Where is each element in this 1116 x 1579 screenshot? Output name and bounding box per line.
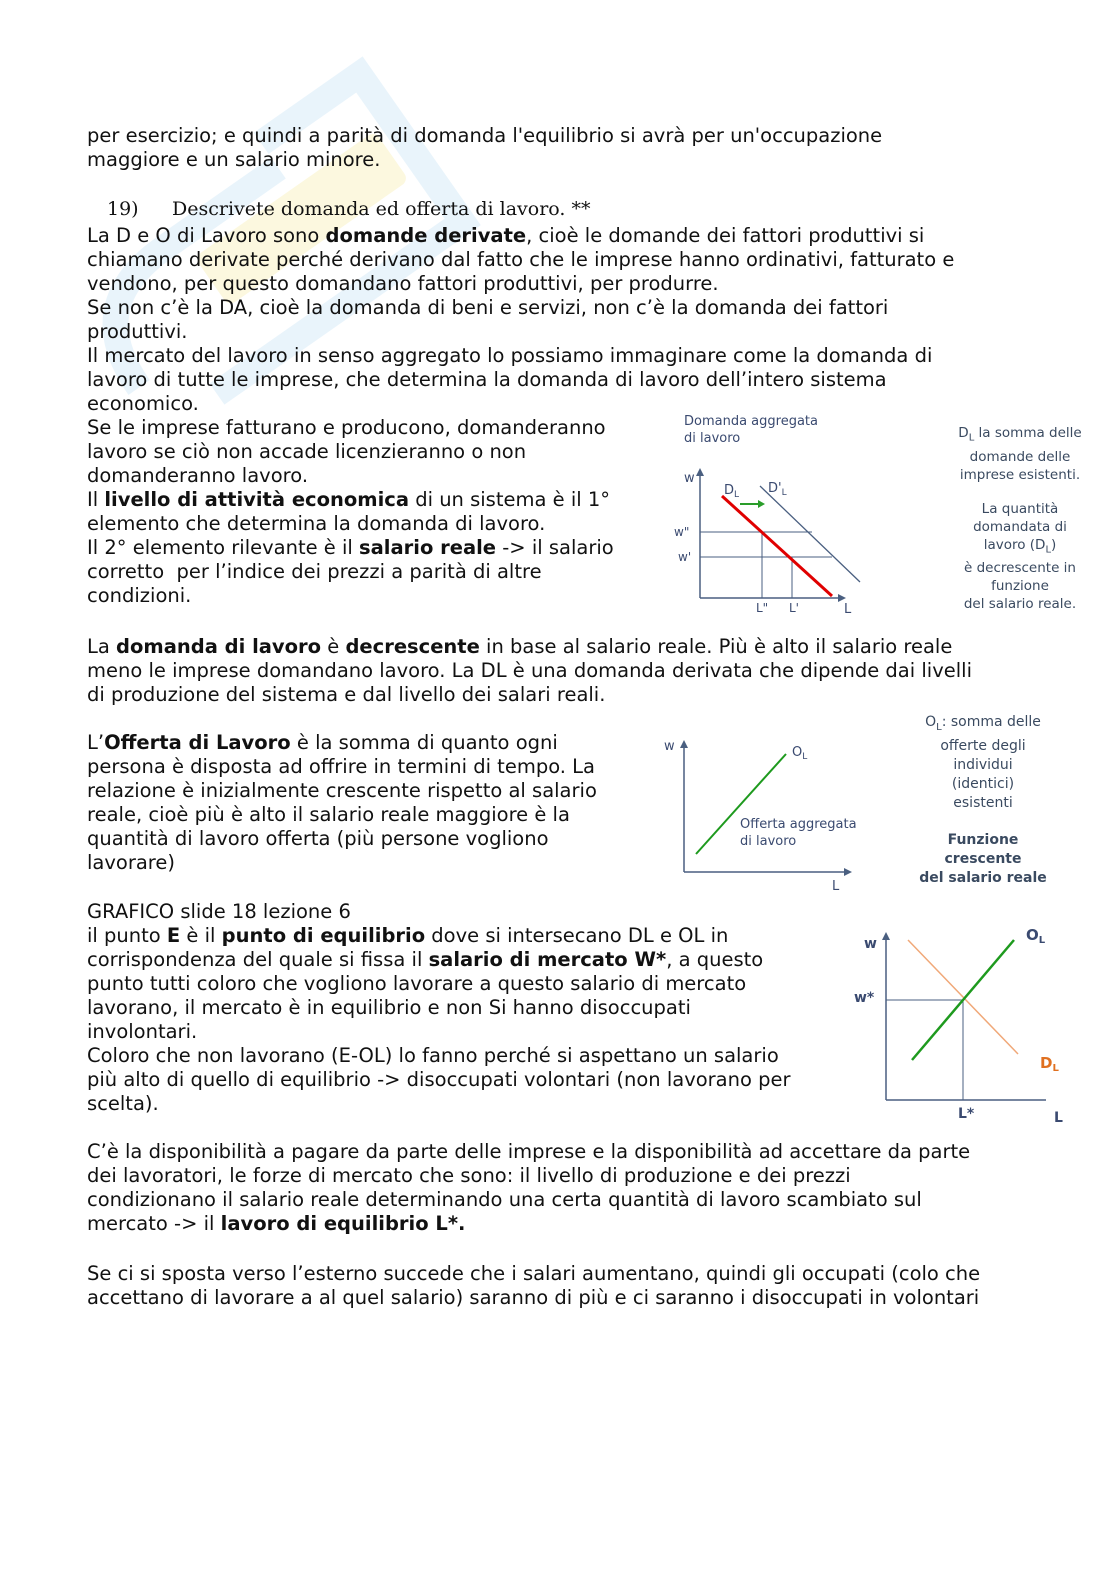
axis-label-x: L: [832, 879, 840, 894]
shift-arrow-head-icon: [758, 500, 765, 508]
curve-label-ol: $O_L$: [1026, 926, 1046, 946]
paragraph-line: vendono, per questo domandano fattori produttivi, per produrre.: [87, 272, 719, 295]
paragraph-line: reale, cioè più è alto il salario reale maggiore è la: [87, 803, 570, 826]
paragraph-line: chiamano derivate perché derivano dal fatto che le imprese hanno ordinativi, fatturato e: [87, 248, 955, 271]
intro-line: per esercizio; e quindi a parità di domanda l'equilibrio si avrà per un'occupazione: [87, 124, 883, 147]
note-line: domande delle: [969, 448, 1071, 465]
curve-label-dl-shifted: $D'_L$: [768, 481, 787, 498]
figure-labour-demand: [672, 406, 872, 618]
curve-label-ol: $O_L$: [792, 745, 808, 762]
y-axis-arrow-icon: [882, 932, 890, 940]
paragraph-line: produttivi.: [87, 320, 188, 343]
axis-label-y: w: [864, 936, 877, 952]
paragraph-line: accettano di lavorare a al quel salario) saranno di più e ci saranno i disoccupati in volontari: [87, 1286, 980, 1309]
paragraph-line: domanderanno lavoro.: [87, 464, 309, 487]
paragraph-line: La domanda di lavoro è decrescente in base al salario reale. Più è alto il salario reale: [87, 635, 953, 658]
paragraph-line: relazione è inizialmente crescente rispetto al salario: [87, 779, 597, 802]
note-line: $D_L$ la somma delle: [958, 425, 1082, 444]
note-line: del salario reale: [919, 869, 1047, 886]
tick-label-l2: L": [756, 601, 769, 615]
intro-line: maggiore e un salario minore.: [87, 148, 381, 171]
paragraph-line: punto tutti coloro che vogliono lavorare a questo salario di mercato: [87, 972, 747, 995]
tick-label-w2: w": [674, 525, 690, 539]
paragraph-line: lavorare): [87, 851, 175, 874]
paragraph-line: Il 2° elemento rilevante è il salario reale -> il salario: [87, 536, 614, 559]
paragraph-line: corretto per l’indice dei prezzi a parità di altre: [87, 560, 542, 583]
figure-title: Domanda aggregata: [684, 414, 818, 429]
axis-label-x: L: [844, 602, 852, 617]
note-line: $O_L$: somma delle: [925, 714, 1041, 733]
figure-labour-equilibrium: [850, 918, 1080, 1128]
tick-label-wstar: w*: [854, 990, 875, 1006]
question-title: Descrivete domanda ed offerta di lavoro. **: [172, 198, 591, 220]
note-line: imprese esistenti.: [959, 466, 1081, 483]
axis-label-y: w: [664, 739, 675, 754]
paragraph-line: La D e O di Lavoro sono domande derivate, cioè le domande dei fattori produttivi si: [87, 224, 925, 247]
paragraph-line: Se ci si sposta verso l’esterno succede che i salari aumentano, quindi gli occupati (colo che: [87, 1262, 981, 1285]
paragraph-line: Se le imprese fatturano e producono, domanderanno: [87, 416, 606, 439]
note-line: del salario reale.: [963, 596, 1077, 613]
tick-label-w1: w': [678, 550, 692, 564]
curve-label-dl: $D_L$: [1040, 1054, 1059, 1074]
paragraph-line: elemento che determina la domanda di lavoro.: [87, 512, 546, 535]
side-note-supply: [905, 713, 1061, 888]
paragraph-line: di produzione del sistema e dal livello dei salari reali.: [87, 683, 606, 706]
question-number: 19): [107, 198, 139, 220]
figure-labour-supply: [660, 730, 900, 896]
paragraph-line: lavoro di tutte le imprese, che determina la domanda di lavoro dell’intero sistema: [87, 368, 887, 391]
curve-label-dl: $D_L$: [724, 483, 740, 500]
y-axis-arrow-icon: [696, 468, 704, 476]
paragraph-line: persona è disposta ad offrire in termini di tempo. La: [87, 755, 595, 778]
note-line: offerte degli: [940, 737, 1026, 754]
paragraph-line: Coloro che non lavorano (E-OL) lo fanno perché si aspettano un salario: [87, 1044, 779, 1067]
paragraph-line: GRAFICO slide 18 lezione 6: [87, 900, 351, 923]
paragraph-line: economico.: [87, 392, 199, 415]
paragraph-line: lavoro se ciò non accade licenzieranno o non: [87, 440, 527, 463]
note-line: individui: [953, 756, 1013, 773]
side-note-demand: [940, 424, 1100, 613]
figure-title: di lavoro: [684, 431, 741, 446]
paragraph-line: lavorano, il mercato è in equilibrio e non Si hanno disoccupati: [87, 996, 691, 1019]
paragraph-line: condizioni.: [87, 584, 192, 607]
tick-label-lstar: L*: [958, 1106, 975, 1122]
paragraph-line: corrispondenza del quale si fissa il salario di mercato W*, a questo: [87, 948, 764, 971]
x-axis-arrow-icon: [838, 594, 846, 602]
note-line: (identici): [951, 775, 1015, 792]
y-axis-arrow-icon: [680, 740, 688, 748]
note-line: lavoro $(D_L)$: [983, 536, 1057, 556]
note-line: funzione: [991, 578, 1049, 595]
note-line: crescente: [944, 850, 1022, 867]
note-line: Funzione: [947, 831, 1019, 848]
paragraph-line: più alto di quello di equilibrio -> disoccupati volontari (non lavorano per: [87, 1068, 791, 1091]
paragraph-line: C’è la disponibilità a pagare da parte delle imprese e la disponibilità ad accettare da parte: [87, 1140, 971, 1163]
axis-label-y: w: [684, 471, 695, 486]
tick-label-l1: L': [789, 601, 799, 615]
paragraph-line: quantità di lavoro offerta (più persone vogliono: [87, 827, 549, 850]
x-axis-arrow-icon: [844, 868, 852, 876]
note-line: domandata di: [973, 518, 1067, 535]
note-line: è decrescente in: [964, 560, 1076, 577]
paragraph-line: mercato -> il lavoro di equilibrio L*.: [87, 1212, 466, 1235]
figure-caption: di lavoro: [740, 834, 797, 849]
paragraph-line: meno le imprese domandano lavoro. La DL è una domanda derivata che dipende dai livelli: [87, 659, 972, 682]
paragraph-line: Il livello di attività economica di un sistema è il 1°: [87, 488, 611, 511]
paragraph-line: L’Offerta di Lavoro è la somma di quanto ogni: [87, 731, 558, 754]
figure-caption: Offerta aggregata: [740, 817, 857, 832]
axis-label-x: L: [1054, 1110, 1063, 1126]
note-line: La quantità: [981, 500, 1059, 517]
paragraph-line: il punto E è il punto di equilibrio dove si intersecano DL e OL in: [87, 924, 729, 947]
note-line: esistenti: [953, 794, 1013, 811]
paragraph-line: Il mercato del lavoro in senso aggregato lo possiamo immaginare come la domanda di: [87, 344, 933, 367]
paragraph-line: scelta).: [87, 1092, 159, 1115]
shifted-demand-curve: [760, 486, 860, 582]
paragraph-line: condizionano il salario reale determinando una certa quantità di lavoro scambiato sul: [87, 1188, 922, 1211]
paragraph-line: Se non c’è la DA, cioè la domanda di beni e servizi, non c’è la domanda dei fattori: [87, 296, 889, 319]
paragraph-line: dei lavoratori, le forze di mercato che sono: il livello di produzione e dei prezzi: [87, 1164, 851, 1187]
question-heading: [107, 198, 590, 220]
demand-curve: [722, 496, 832, 596]
paragraph-line: involontari.: [87, 1020, 198, 1043]
